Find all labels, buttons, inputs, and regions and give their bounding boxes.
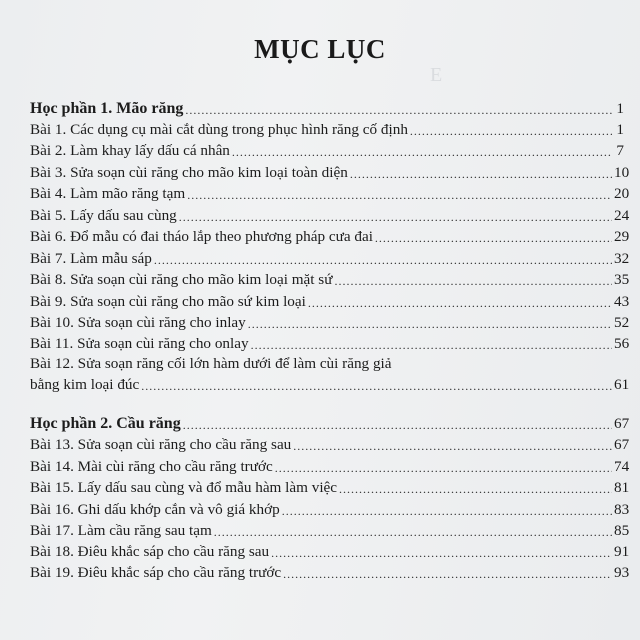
section-label: Học phần 2. Cầu răng — [30, 415, 181, 432]
toc-entry — [30, 477, 630, 497]
entry-label: Bài 5. Lấy dấu sau cùng — [30, 207, 177, 224]
leader-dots — [275, 460, 612, 476]
page-number: 29 — [614, 228, 630, 245]
page-number: 52 — [614, 314, 630, 331]
leader-dots — [375, 230, 612, 246]
page-number: 56 — [614, 335, 630, 352]
toc-entry — [30, 333, 630, 353]
section-heading-1 — [30, 98, 624, 118]
leader-dots — [248, 316, 612, 332]
toc-entry — [30, 312, 630, 332]
toc-entry — [30, 140, 624, 160]
page-number: 10 — [614, 164, 630, 181]
entry-label: Bài 10. Sửa soạn cùi răng cho inlay — [30, 314, 246, 331]
page-number: 7 — [616, 142, 624, 159]
entry-label: Bài 15. Lấy dấu sau cùng và đổ mẫu hàm làm việc — [30, 479, 338, 496]
entry-label: Bài 13. Sửa soạn cùi răng cho cầu răng sau — [30, 436, 292, 453]
leader-dots — [154, 252, 612, 268]
page-number: 35 — [614, 271, 630, 288]
page-number: 74 — [614, 458, 630, 475]
leader-dots — [350, 166, 612, 182]
toc-entry-continuation — [30, 374, 630, 394]
section-label: Học phần 1. Mão răng — [30, 100, 184, 117]
toc-entry — [30, 226, 630, 246]
page-number: 81 — [614, 479, 630, 496]
entry-label: Bài 17. Làm cầu răng sau tạm — [30, 522, 212, 539]
section-heading-2 — [30, 413, 630, 433]
leader-dots — [187, 187, 612, 203]
entry-label: bằng kim loại đúc — [30, 376, 140, 393]
entry-label: Bài 1. Các dụng cụ mài cắt dùng trong phục hình răng cố định — [30, 121, 408, 138]
leader-dots — [179, 209, 612, 225]
page-number: 32 — [614, 250, 630, 267]
entry-label: Bài 4. Làm mão răng tạm — [30, 185, 186, 202]
toc-entry — [30, 499, 630, 519]
leader-dots — [339, 481, 612, 497]
toc-entry — [30, 119, 624, 139]
leader-dots — [308, 295, 612, 311]
entry-label: Bài 3. Sửa soạn cùi răng cho mão kim loại toàn diện — [30, 164, 348, 181]
entry-label: Bài 6. Đổ mẫu có đai tháo lắp theo phương pháp cưa đai — [30, 228, 373, 245]
leader-dots — [232, 144, 612, 160]
entry-label: Bài 11. Sửa soạn cùi răng cho onlay — [30, 335, 249, 352]
page-number: 1 — [616, 121, 624, 138]
leader-dots — [251, 337, 612, 353]
toc-entry — [30, 520, 630, 540]
toc-entry — [30, 183, 630, 203]
leader-dots — [214, 524, 612, 540]
page-title: MỤC LỤC — [254, 34, 386, 64]
page-number: 67 — [614, 415, 630, 432]
toc-entry — [30, 248, 630, 268]
toc-entry — [30, 456, 630, 476]
leader-dots — [185, 102, 612, 118]
entry-label: Bài 18. Điêu khắc sáp cho cầu răng sau — [30, 543, 270, 560]
leader-dots — [293, 438, 612, 454]
entry-label: Bài 14. Mài cùi răng cho cầu răng trước — [30, 458, 273, 475]
toc-entry — [30, 162, 630, 182]
leader-dots — [410, 123, 612, 139]
page-number: 83 — [614, 501, 630, 518]
leader-dots — [334, 273, 612, 289]
page-number: 1 — [616, 100, 624, 117]
leader-dots — [183, 417, 612, 433]
page-number: 20 — [614, 185, 630, 202]
toc-entry — [30, 541, 630, 561]
toc-entry-first-line — [30, 353, 624, 373]
page-number: 61 — [614, 376, 630, 393]
page-number: 24 — [614, 207, 630, 224]
toc-entry — [30, 291, 630, 311]
leader-dots — [283, 566, 612, 582]
entry-label: Bài 16. Ghi dấu khớp cắn và vô giá khớp — [30, 501, 280, 518]
toc-entry — [30, 562, 630, 582]
leader-dots — [282, 503, 612, 519]
page-number: 85 — [614, 522, 630, 539]
toc-entry — [30, 434, 630, 454]
toc-entry — [30, 269, 630, 289]
entry-label: Bài 7. Làm mẫu sáp — [30, 250, 152, 267]
entry-label: Bài 9. Sửa soạn cùi răng cho mão sứ kim loại — [30, 293, 306, 310]
leader-dots — [141, 378, 612, 394]
entry-label: Bài 8. Sửa soạn cùi răng cho mão kim loại mặt sứ — [30, 271, 333, 288]
entry-label: Bài 12. Sửa soạn răng cối lớn hàm dưới để làm cùi răng giả — [30, 355, 392, 372]
page-number: 93 — [614, 564, 630, 581]
page-number: 67 — [614, 436, 630, 453]
entry-label: Bài 19. Điêu khắc sáp cho cầu răng trước — [30, 564, 282, 581]
page-number: 91 — [614, 543, 630, 560]
page-number: 43 — [614, 293, 630, 310]
bleed-through-text: E — [430, 64, 443, 86]
entry-label: Bài 2. Làm khay lấy dấu cá nhân — [30, 142, 230, 159]
toc-entry — [30, 205, 630, 225]
leader-dots — [271, 545, 612, 561]
